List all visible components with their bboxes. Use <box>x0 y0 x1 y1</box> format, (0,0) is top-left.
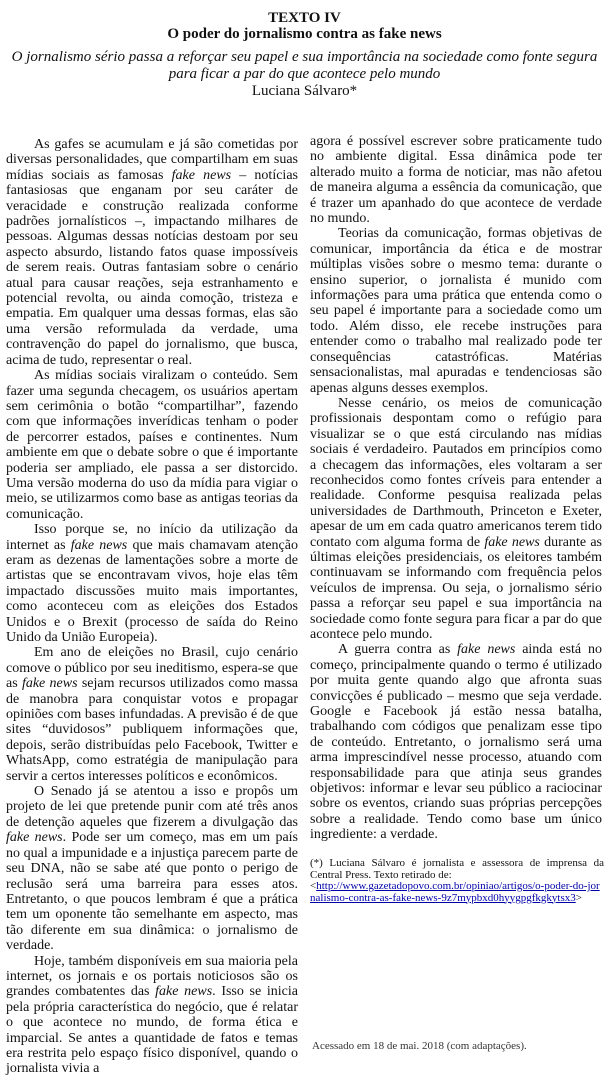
link-bracket: < <box>310 880 317 892</box>
text-label: TEXTO IV <box>268 10 341 26</box>
paragraph: Teorias da comunicação, formas objetivas de comunicar, importância da ética e de mostrar múltiplas visões sobre o mesmo tema: durante o ensino superior, o jornalista é munido com informações para uma prática que entenda como o seu papel é importante para a sociedade como um todo. Além disso, ele recebe instruções para entender como o trabalho mal realizado pode ter consequências catastróficas. Matérias sensacionalistas, mal apuradas e tendenciosas são apenas alguns desses exemplos. <box>310 226 602 396</box>
article-lead: O jornalismo sério passa a reforçar seu papel e sua importância na sociedade como fonte segura para ficar a par do que acontece pelo mundo <box>11 49 598 82</box>
footnote-text: (*) Luciana Sálvaro é jornalista e assessora de imprensa da Central Press. Texto retirado de: <box>310 857 604 881</box>
footnote <box>310 858 604 904</box>
paragraph: Hoje, também disponíveis em sua maioria pela internet, os jornais e os portais noticiosos são os grandes combatentes das fake news. Isso se inicia pela própria característica do negócio, que é relatar o que acontece no mundo, de forma ética e imparcial. Se antes a quantidade de fatos e temas era restrita pelo espaço físico disponível, quando o jornalista vivia a <box>6 953 298 1077</box>
article-header <box>0 10 609 100</box>
link-bracket: > <box>575 891 582 904</box>
source-link[interactable]: http://www.gazetadopovo.com.br/opiniao/artigos/o-poder-do-jornalismo-contra-as-fake-news-9z7mypbxd0hyygpgfkgkytsx3 <box>310 880 600 904</box>
paragraph: Nesse cenário, os meios de comunicação profissionais despontam como o refúgio para visualizar se o que está circulando nas mídias sociais é verdadeiro. Pautados em princípios como a checagem das informações, eles voltaram a ser reconhecidos como fontes críveis para entender a realidade. Conforme pesquisa realizada pelas universidades de Darthmouth, Princeton e Exeter, apesar de um em cada quatro americanos terem tido contato com alguma forma de fake news durante as últimas eleições presidenciais, os eleitores também continuavam se informando com frequência pelos veículos de imprensa. Ou seja, o jornalismo sério passa a reforçar seu papel e sua importância na sociedade como fonte segura para ficar a par do que acontece pelo mundo. <box>310 395 602 642</box>
access-date: Acessado em 18 de mai. 2018 (com adaptações). <box>312 1040 527 1052</box>
article-title: O poder do jornalismo contra as fake news <box>167 26 442 42</box>
paragraph: Isso porque se, no início da utilização da internet as fake news que mais chamavam atenção eram as dezenas de lamentações sobre a morte de artistas que se encontravam vivos, hoje elas têm impactado discussões muito mais importantes, como aconteceu com as eleições dos Estados Unidos e o Brexit (processo de saída do Reino Unido da União Europeia). <box>6 522 298 645</box>
paragraph: O Senado já se atentou a isso e propôs um projeto de lei que pretende punir com até três anos de detenção aqueles que fizerem a divulgação das fake news. Pode ser um começo, mas em um país no qual a impunidade e a injustiça parecem parte de seu DNA, não se sabe até que ponto o perigo de reclusão será uma barreira para esses atos. Entretanto, o que poucos lembram é que a prática tem um oponente tão semelhante em aspecto, mas tão diferente em sua dinâmica: o jornalismo de verdade. <box>6 784 298 954</box>
paragraph: As gafes se acumulam e já são cometidas por diversas personalidades, que compartilham em suas mídias sociais as famosas fake news – notícias fantasiosas que enganam por seu caráter de veracidade e construção realizada conforme padrões jornalísticos –, impactando milhares de pessoas. Algumas dessas notícias destoam por seu aspecto absurdo, listando fatos quase impossíveis de serem reais. Outras fantasiam sobre o cenário atual para causar reações, seja estranhamento e potencial revolta, ou ainda comoção, tristeza e empatia. Em qualquer uma dessas formas, elas são uma versão reformulada da verdade, uma contravenção do papel do jornalismo, que busca, acima de tudo, representar o real. <box>6 137 298 368</box>
paragraph: Em ano de eleições no Brasil, cujo cenário comove o público por seu ineditismo, espera-se que as fake news sejam recursos utilizados como massa de manobra para conquistar votos e propagar opiniões com bases infundadas. A previsão é de que sites “duvidosos” publiquem informações que, depois, serão distribuídas pelo Facebook, Twitter e WhatsApp, como estratégia de manipulação para servir a certos interesses políticos e econômicos. <box>6 645 299 784</box>
paragraph: A guerra contra as fake news ainda está no começo, principalmente quando o termo é utilizado por muita gente quando algo que afronta suas convicções é publicado – mesmo que seja verdade. Google e Facebook já estão nessa batalha, trabalhando com códigos que penalizam esse tipo de conteúdo. Entretanto, o jornalismo será uma arma imprescindível nesse processo, atuando com responsabilidade para que atinja seus grandes objetivos: informar e levar seu público a raciocinar sobre os eventos, criando suas próprias percepções sobre a realidade. Tendo como base um único ingrediente: a verdade. <box>310 642 602 843</box>
article-author: Luciana Sálvaro* <box>251 83 358 99</box>
left-column <box>6 137 298 1077</box>
paragraph: As mídias sociais viralizam o conteúdo. Sem fazer uma segunda checagem, os usuários apertam sem cerimônia o botão “compartilhar”, fazendo com que informações inverídicas tenham o poder de percorrer estados, países e continentes. Num ambiente em que o debate sobre o que é importante poderia ser ampliado, ele passa a ser distorcido. Uma versão moderna do uso da mídia para vigiar o meio, se utilizarmos como base as antigas teorias da comunicação. <box>6 368 298 522</box>
paragraph: agora é possível escrever sobre praticamente tudo no ambiente digital. Essa dinâmica pode ter alterado muito a forma de noticiar, mas não afetou de maneira alguma a essência da comunicação, que é trazer um apanhado do que acontece de verdade no mundo. <box>310 134 602 227</box>
right-column <box>310 134 602 843</box>
